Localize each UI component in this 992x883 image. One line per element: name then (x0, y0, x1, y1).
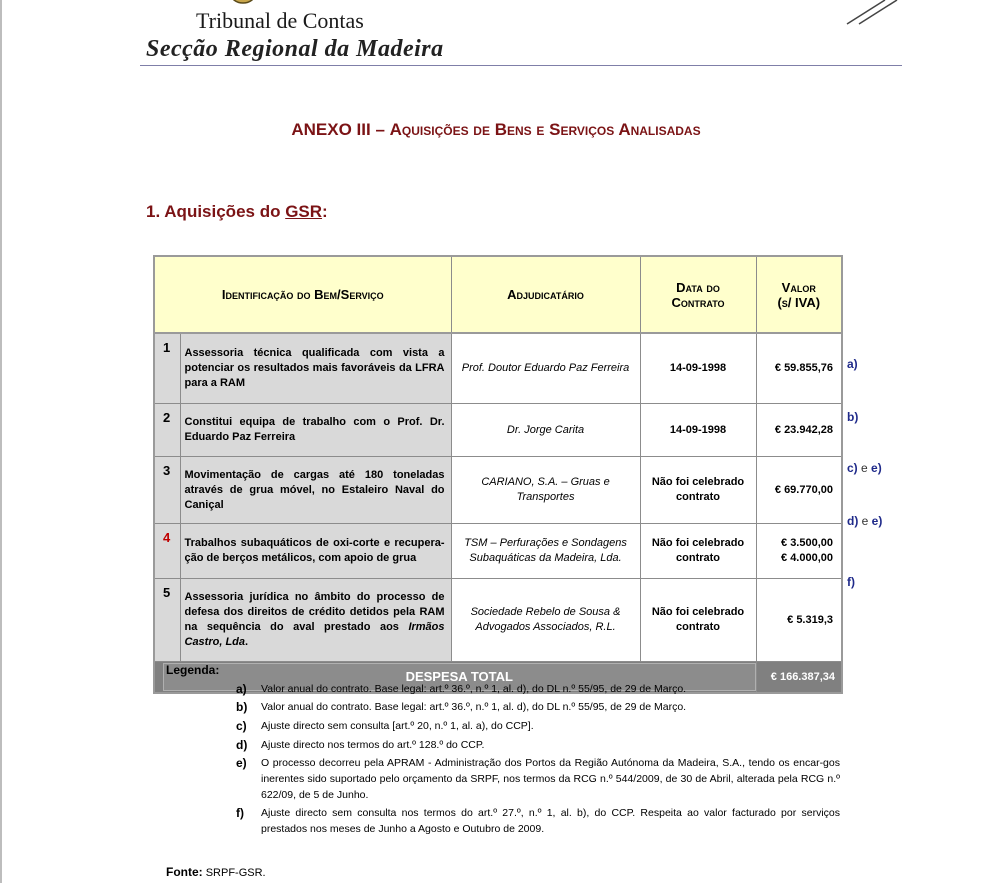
row-description-end: . (245, 636, 249, 648)
row-date (640, 524, 756, 579)
row-note (847, 410, 858, 424)
legend-key: f) (236, 806, 244, 820)
org-subtitle: Secção Regional da Madeira (146, 36, 444, 62)
header-date-line1: Data do (676, 279, 720, 295)
row-note (847, 575, 855, 589)
legend-item (236, 737, 840, 753)
row-number: 2 (154, 404, 180, 457)
acquisitions-table (153, 255, 843, 694)
coat-of-arms-icon (228, 0, 258, 4)
source-note (166, 865, 266, 879)
row-date-line1: Não foi celebrado (651, 476, 745, 488)
decorative-strokes-icon (845, 0, 905, 26)
row-description-italic: Irmãos Castro, Lda (184, 621, 445, 648)
row-note (847, 514, 882, 528)
header-value-line1: Valor (781, 279, 816, 295)
section-number: 1. (146, 202, 161, 221)
row-description: Constitui equipa de trabalho com o Prof. Dr. Eduardo Paz Ferreira (180, 404, 451, 457)
note-link[interactable]: e) (871, 514, 883, 528)
row-description-main: Assessoria jurídica no âmbito do processo de defesa dos direitos de crédito detidos pela RAM na sequência do aval prestado aos (184, 591, 445, 633)
row-value: € 5.319,3 (756, 579, 842, 662)
row-number: 5 (154, 579, 180, 662)
note-link[interactable]: c) (847, 461, 858, 475)
row-date-line1: Não foi celebrado (651, 606, 745, 618)
row-date: 14-09-1998 (640, 404, 756, 457)
table-row (154, 404, 842, 457)
row-date-line2: contrato (676, 491, 721, 503)
row-value: € 23.942,28 (756, 404, 842, 457)
table-header-row (154, 256, 842, 333)
legend-text: Ajuste directo nos termos do art.º 128.º do CCP. (261, 739, 485, 751)
row-note (847, 357, 858, 371)
legend-item (236, 805, 840, 837)
row-adjudicatario: Prof. Doutor Eduardo Paz Ferreira (451, 333, 640, 404)
row-value-line2: € 4.000,00 (781, 552, 834, 564)
table-row (154, 457, 842, 524)
header-rule (140, 65, 902, 66)
note-link[interactable]: b) (847, 410, 859, 424)
row-number: 1 (154, 333, 180, 404)
legend-key: b) (236, 700, 248, 714)
row-date (640, 579, 756, 662)
row-date-line2: contrato (676, 621, 721, 633)
legend-title: Legenda: (166, 663, 220, 677)
row-description: Movimentação de cargas até 180 toneladas através de grua móvel, no Estaleiro Naval do Caniçal (180, 457, 451, 524)
note-link[interactable]: d) (847, 514, 859, 528)
row-date-line1: Não foi celebrado (651, 537, 745, 549)
row-adjudicatario: CARIANO, S.A. – Gruas e Transportes (451, 457, 640, 524)
row-value (756, 524, 842, 579)
header-date (640, 256, 756, 333)
annex-prefix: ANEXO III – (291, 120, 390, 139)
table-row (154, 333, 842, 404)
table-row (154, 524, 842, 579)
note-link[interactable]: e) (871, 461, 882, 475)
legend-text: O processo decorreu pela APRAM - Administração dos Portos da Região Autónoma da Madeira, S.A., tendo os encar-gos inerentes sido suportado pelo orçamento da SRPF, nos termos da RCG n.º 544/2009, de 30 de Abril, alterada pela RCG n.º 622/09, de 5 de Junho. (261, 757, 840, 801)
row-adjudicatario: Dr. Jorge Carita (451, 404, 640, 457)
source-label: Fonte: (166, 865, 203, 879)
row-number: 4 (154, 524, 180, 579)
annex-title (0, 120, 992, 140)
org-title: Tribunal de Contas (196, 8, 364, 33)
legend-item (236, 718, 840, 734)
note-link[interactable]: a) (847, 357, 858, 371)
note-separator: e (858, 514, 872, 528)
legend-key: a) (236, 682, 247, 696)
table-row (154, 579, 842, 662)
annex-heading: Aquisições de Bens e Serviços Analisadas (389, 120, 701, 139)
legend-key: e) (236, 756, 247, 770)
row-value: € 69.770,00 (756, 457, 842, 524)
legend-text: Ajuste directo sem consulta nos termos do art.º 27.º, n.º 1, al. b), do CCP. Respeita ao valor facturado por serviços prestados nos meses de Junho a Agosto e Outubro de 2009. (261, 807, 840, 835)
row-date: 14-09-1998 (640, 333, 756, 404)
row-description: Trabalhos subaquáticos de oxi-corte e recupera-ção de berços metálicos, com apoio de grua (180, 524, 451, 579)
note-separator: e (857, 461, 872, 475)
row-date-line2: contrato (676, 552, 721, 564)
header-value (756, 256, 842, 333)
row-adjudicatario: Sociedade Rebelo de Sousa & Advogados Associados, R.L. (451, 579, 640, 662)
source-text: SRPF-GSR. (202, 867, 266, 879)
section-colon: : (322, 202, 328, 221)
total-value: € 166.387,34 (756, 662, 842, 694)
header-adjudicatario: Adjudicatário (451, 256, 640, 333)
row-note (847, 461, 882, 475)
section-heading (146, 202, 328, 222)
legend-item (236, 755, 840, 803)
legend-key: c) (236, 719, 247, 733)
legend-item (236, 699, 840, 715)
row-number: 3 (154, 457, 180, 524)
row-description: Assessoria técnica qualificada com vista a potenciar os resultados mais favoráveis da LFRA para a RAM (180, 333, 451, 404)
legend-text: Valor anual do contrato. Base legal: art.º 36.º, n.º 1, al. d), do DL n.º 55/95, de 29 de Março. (261, 701, 687, 713)
row-date (640, 457, 756, 524)
note-link[interactable]: f) (847, 575, 855, 589)
legend-text: Valor anual do contrato. Base legal: art.º 36.º, n.º 1, al. d), do DL n.º 55/95, de 29 de Março. (261, 683, 687, 695)
row-value-line1: € 3.500,00 (781, 537, 834, 549)
section-entity: GSR (285, 202, 323, 221)
row-description (180, 579, 451, 662)
header-value-line2: (s/ IVA) (777, 294, 821, 310)
row-adjudicatario: TSM – Perfurações e Sondagens Subaquáticas da Madeira, Lda. (451, 524, 640, 579)
header-item: Identificação do Bem/Serviço (154, 256, 451, 333)
legend-item (236, 681, 840, 697)
total-label: DESPESA TOTAL (163, 663, 756, 691)
row-value: € 59.855,76 (756, 333, 842, 404)
section-text: Aquisições do (164, 202, 286, 221)
legend-key: d) (236, 738, 248, 752)
header-date-line2: Contrato (671, 294, 725, 310)
legend-text: Ajuste directo sem consulta [art.º 20, n.º 1, al. a), do CCP]. (261, 720, 534, 732)
